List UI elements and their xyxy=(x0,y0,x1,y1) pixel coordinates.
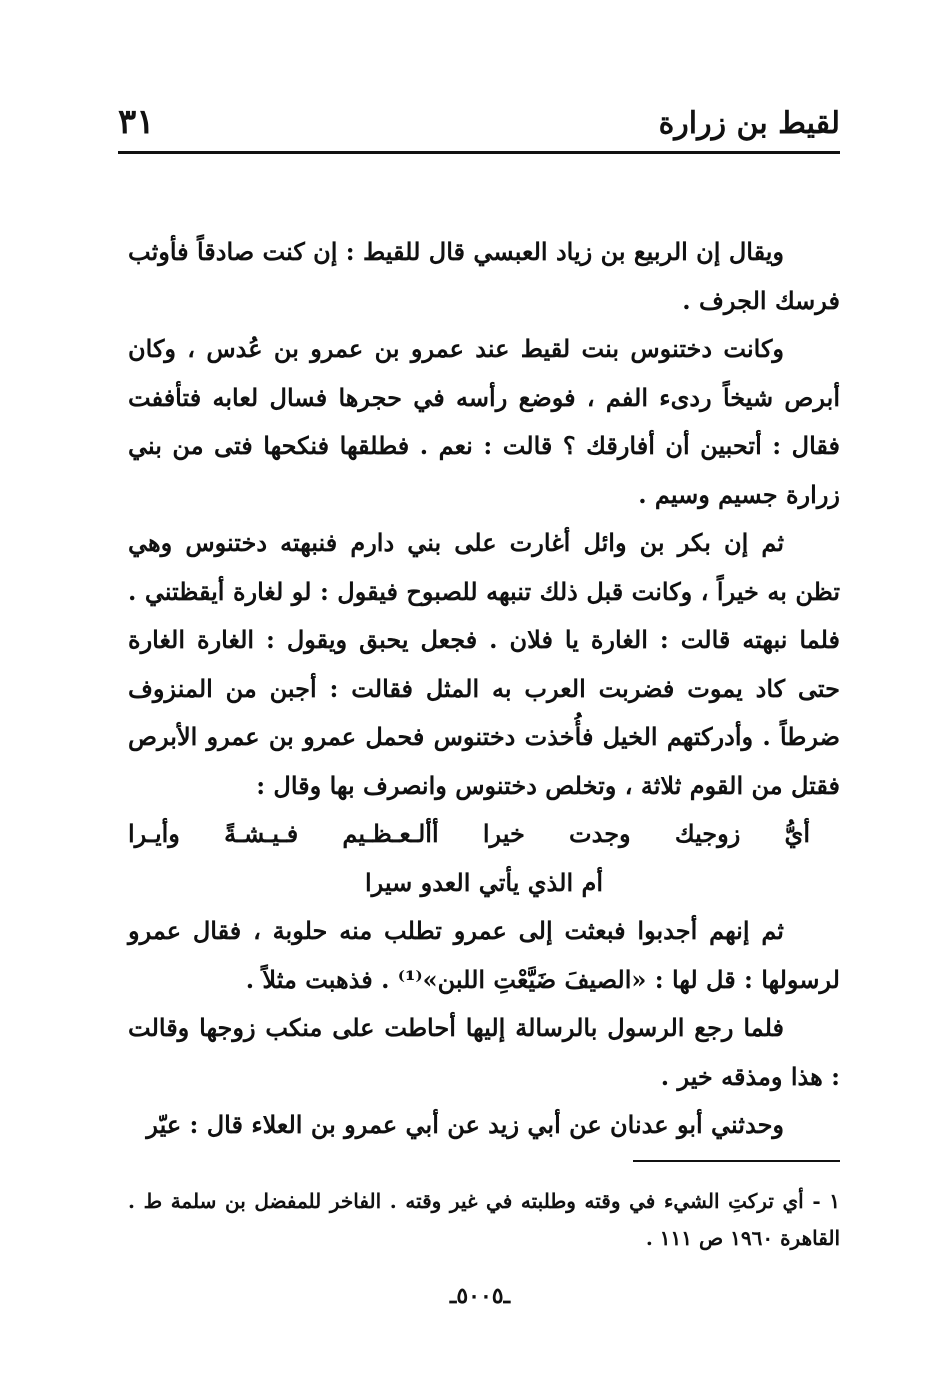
header-rule xyxy=(118,151,840,154)
running-title: لقيط بن زرارة xyxy=(658,106,840,141)
paragraph-6: وحدثني أبو عدنان عن أبي زيد عن أبي عمرو بن العلاء قال : عيّر xyxy=(146,1110,784,1139)
page-code: ـ٥٠٠٥ـ xyxy=(449,1283,511,1309)
paragraph-2: وكانت دختنوس بنت لقيط عند عمرو بن عمرو بن عُدس ، وكان أبرص شيخاً ردىء الفم ، فوضع رأسه في حجرها فسال لعابه فتأففت فقال : أتحبين أن أفارقك ؟ قالت : نعم . فطلقها فنكحها فتى من بني زرارة جسيم وسيم . xyxy=(128,334,840,509)
paragraph-1: ويقال إن الربيع بن زياد العبسي قال للقيط : إن كنت صادقاً فأوثب فرسك الجرف . xyxy=(128,237,840,315)
verse-line-2: أم الذي يأتي العدو سيرا xyxy=(365,867,603,897)
footnote-rule xyxy=(633,1160,840,1162)
running-header xyxy=(118,100,840,150)
poem-verse xyxy=(128,810,840,907)
paragraph-5: فلما رجع الرسول بالرسالة إليها أحاطت على منكب زوجها وقالت : هذا ومذقه خير . xyxy=(128,1013,840,1091)
paragraph-3: ثم إن بكر بن وائل أغارت على بني دارم فنبهته دختنوس وهي تظن به خيراً ، وكانت قبل ذلك تنبهه للصبوح فيقول : لو لغارة أيقظتني . فلما نبهته قالت : الغارة يا فلان . فجعل يحبق ويقول : الغارة الغارة حتى كاد يموت فضربت العرب به المثل فقالت : أجبن من المنزوف ضرطاً . وأدركتهم الخيل فأُخذت دختنوس فحمل عمرو بن عمرو الأبرص فقتل من القوم ثلاثة ، وتخلص دختنوس وانصرف بها وقال : xyxy=(128,528,841,800)
footnote xyxy=(128,1183,840,1257)
verse-line-1: أيُّ زوجيك وجدت خيرا أألـعـظـيم فـيـشـةً وأيـرا xyxy=(128,819,810,848)
footnote-text: ١ - أي تركتِ الشيء في وقته وطلبته في غير وقته . الفاخر للمفضل بن سلمة ط . القاهرة ١٩٦٠ ص ١١١ . xyxy=(128,1189,840,1250)
body-text xyxy=(128,228,840,1150)
page-number: ٣١ xyxy=(118,102,155,142)
paragraph-4: ثم إنهم أجدبوا فبعثت إلى عمرو تطلب منه حلوبة ، فقال عمرو لرسولها : قل لها : «الصيفَ ضَيَّعْتِ اللبن»⁽¹⁾ . فذهبت مثلاً . xyxy=(128,916,840,994)
